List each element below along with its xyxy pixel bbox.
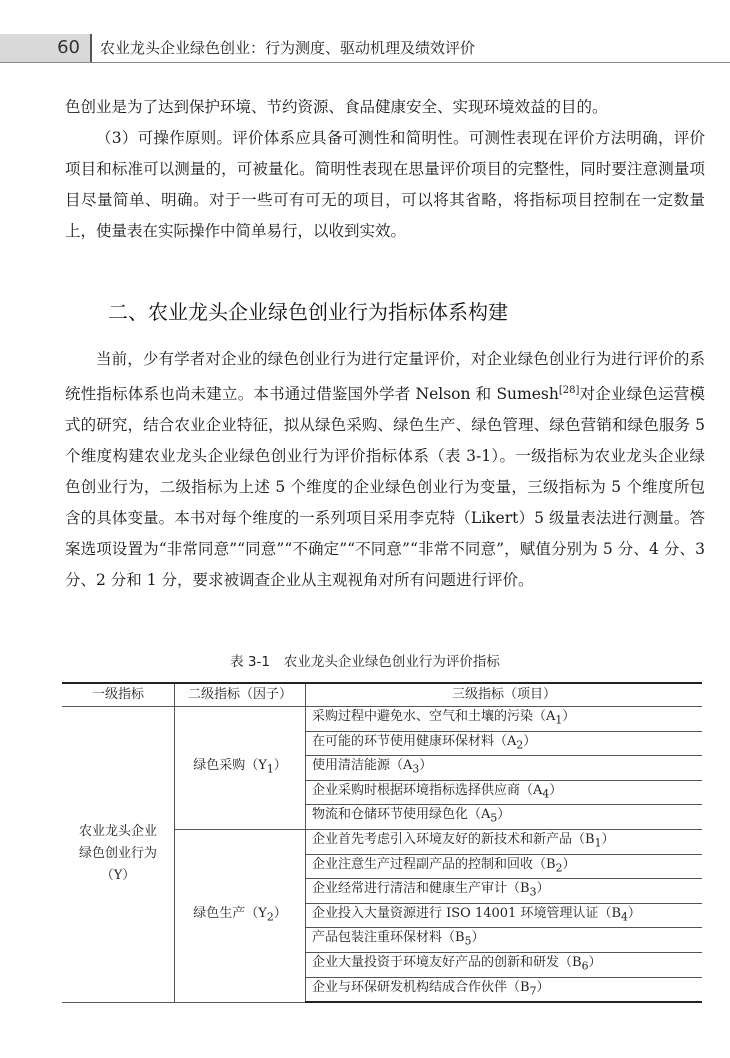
group-production-cell: 绿色生产$(Y_2)$ xyxy=(175,829,306,1002)
item-a5: 物流和仓储环节使用绿色化$(A_5)$ xyxy=(306,805,703,830)
section-heading: 二、农业龙头企业绿色创业行为指标体系构建 xyxy=(108,300,508,324)
citation-marker: [28] xyxy=(558,385,580,396)
item-b5: 产品包装注重环保材料$(B_5)$ xyxy=(306,928,703,953)
book-title: 农业龙头企业绿色创业：行为测度、驱动机理及绩效评价 xyxy=(100,39,476,57)
section-paragraph xyxy=(65,344,705,596)
section-paragraph-part2: 对企业绿色运营模式的研究，结合农业企业特征，拟从绿色采购、绿色生产、绿色管理、绿色营销和绿色服务 5 个维度构建农业龙头企业绿色创业行为评价指标体系（表 3-1）。一级指标为农业龙头企业绿色创业行为，二级指标为上述 5 个维度的企业绿色创业行为变量，三级指标为 5 个维度所包含的具体变量。本书对每个维度的一系列项目采用李克特（Likert）5 级量表法进行测量。答案选项设置为“非常同意”“同意”“不确定”“不同意”“非常不同意”，赋值分别为 5 分、4 分、3 分、2 分和 1 分，要求被调查企业从主观视角对所有问题进行评价。 xyxy=(65,385,705,590)
item-a3: 使用清洁能源$(A_3)$ xyxy=(306,756,703,781)
item-a4: 企业采购时根据环境指标选择供应商$(A_4)$ xyxy=(306,780,703,805)
intro-text-block xyxy=(65,92,705,247)
header-level3: 三级指标（项目） xyxy=(306,683,703,707)
table-caption xyxy=(0,650,730,670)
page-number: 60 xyxy=(0,34,90,62)
header-divider xyxy=(90,34,92,62)
level1-line1: 农业龙头企业 xyxy=(78,824,157,840)
section-text-block xyxy=(65,344,705,596)
table-caption-number: 表 3-1 xyxy=(230,654,270,670)
level1-line2: 绿色创业行为 xyxy=(78,846,157,862)
level1-line3: （Y） xyxy=(100,868,136,884)
continued-paragraph: 色创业是为了达到保护环境、节约资源、食品健康安全、实现环境效益的目的。 xyxy=(65,98,608,116)
item-b6: 企业大量投资于环境友好产品的创新和研发$(B_6)$ xyxy=(306,952,703,977)
header-rule xyxy=(0,62,730,63)
item-b1: 企业首先考虑引入环境友好的新技术和新产品$(B_1)$ xyxy=(306,829,703,854)
item-b7: 企业与环保研发机构结成合作伙伴$(B_7)$ xyxy=(306,977,703,1002)
item-b4: 企业投入大量资源进行 ISO 14001 环境管理认证$(B_4)$ xyxy=(306,903,703,928)
header-level1: 一级指标 xyxy=(62,683,175,707)
item-a2: 在可能的环节使用健康环保材料$(A_2)$ xyxy=(306,731,703,756)
section-paragraph-part1: 当前，少有学者对企业的绿色创业行为进行定量评价，对企业绿色创业行为进行评价的系统性指标体系也尚未建立。本书通过借鉴国外学者 Nelson 和 Sumesh xyxy=(65,350,705,404)
header-level2: 二级指标（因子） xyxy=(175,683,306,707)
table-row xyxy=(62,707,702,732)
table-header-row xyxy=(62,683,702,707)
running-header xyxy=(0,34,730,68)
level1-cell xyxy=(62,707,175,1003)
group-procurement-cell: 绿色采购$(Y_1)$ xyxy=(175,707,306,830)
item-b3: 企业经常进行清洁和健康生产审计$(B_3)$ xyxy=(306,879,703,904)
operability-paragraph: （3）可操作原则。评价体系应具备可测性和简明性。可测性表现在评价方法明确，评价项目和标准可以测量的，可被量化。简明性表现在思量评价项目的完整性，同时要注意测量项目尽量简单、明确。对于一些可有可无的项目，可以将其省略，将指标项目控制在一定数量上，使量表在实际操作中简单易行，以收到实效。 xyxy=(65,129,705,240)
table-caption-title: 农业龙头企业绿色创业行为评价指标 xyxy=(283,654,500,670)
item-b2: 企业注意生产过程副产品的控制和回收$(B_2)$ xyxy=(306,854,703,879)
indicator-table xyxy=(62,682,702,1003)
item-a1: 采购过程中避免水、空气和土壤的污染$(A_1)$ xyxy=(306,707,703,732)
